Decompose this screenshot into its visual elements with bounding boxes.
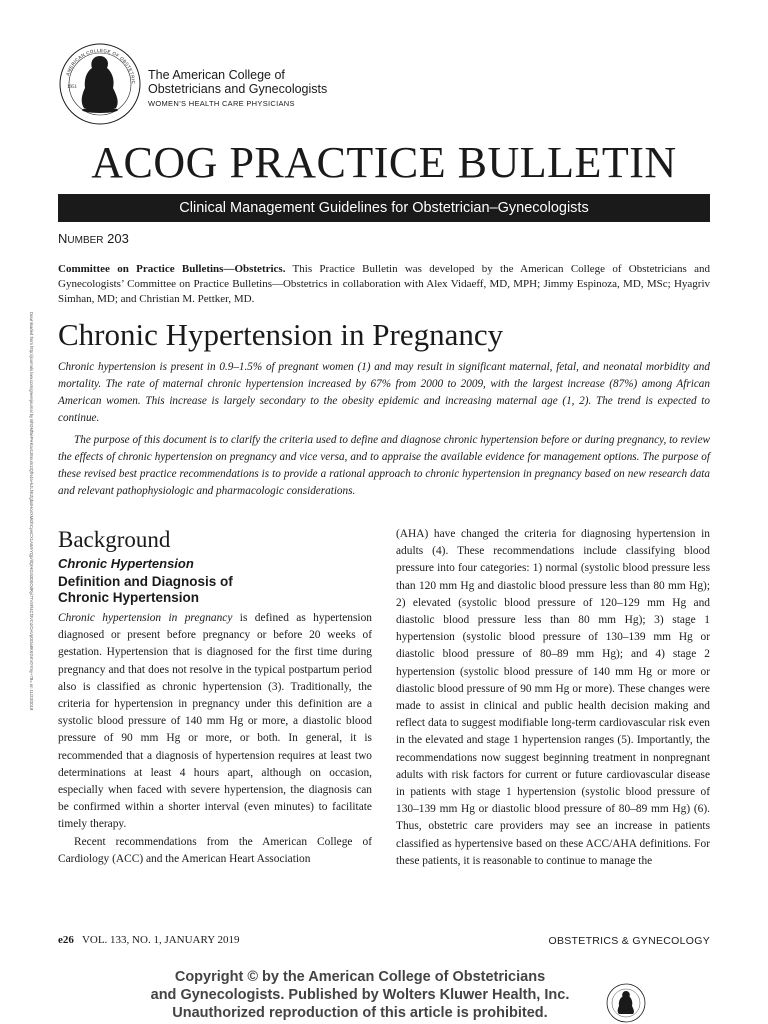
heading-definition-line2: Chronic Hypertension (58, 590, 200, 605)
org-tagline: WOMEN’S HEALTH CARE PHYSICIANS (148, 99, 295, 108)
definition-text: is defined as hypertension diagnosed or present before pregnancy or before 20 weeks of gestation. Hypertension that is diagnosed for the first time during pregnancy and that does not resolve in the typical postpartum period also is classified as chronic hypertension (3). Traditionally, the criteria for hypertension in pregnancy under this definition are a systolic blood pressure of 140 mm Hg or more, a diastolic blood pressure of 90 mm Hg or more, or both. In general, it is recommended that a diagnosis of hypertension requires at least two determinations at least 4 hours apart, although on occasion, especially when faced with severe hypertension, the diagnosis can be confirmed within a shorter interval (even minutes) to facilitate timely therapy. (58, 612, 372, 831)
heading-definition-line1: Definition and Diagnosis of (58, 574, 233, 589)
svg-text:AMERICAN COLLEGE OF OBSTETRICI: AMERICAN COLLEGE OF OBSTETRIC (65, 47, 137, 85)
body-paragraph-acc: Recent recommendations from the American College of Cardiology (ACC) and the American Heart Association (58, 835, 372, 865)
abstract-paragraph-2: The purpose of this document is to clarify the criteria used to define and diagnose chronic hypertension before or during pregnancy, to review the effects of chronic hypertension on pregnancy and vice versa, and to appraise the available evidence for management options. The purpose of these revised best practice recommendations is to provide a rational approach to chronic hypertension in pregnancy based on new research data and relevant pathophysiologic and pharmacologic considerations. (58, 434, 710, 497)
body-column-right (396, 526, 710, 870)
number-label-rest: UMBER (67, 235, 104, 246)
acog-seal-small-icon (606, 983, 646, 1023)
body-column-left (58, 526, 372, 868)
article-title: Chronic Hypertension in Pregnancy (58, 317, 504, 352)
copyright-line2: and Gynecologists. Published by Wolters Kluwer Health, Inc. (150, 987, 570, 1003)
footer-volume (58, 934, 240, 946)
committee-text: This Practice Bulletin was developed by the American College of Obstetricians and Gynecologists’ Committee on Practice Bulletins—Obstetrics in collaboration with Alex Vidaeff, MD, MPH; Jimmy Espinoza, MD, MSc; Hyagriv Simhan, MD; and Christian M. Pettker, MD. (58, 263, 710, 305)
copyright-notice (100, 968, 620, 1022)
download-side-note (24, 312, 34, 732)
body-paragraph (58, 610, 372, 834)
bulletin-title: ACOG PRACTICE BULLETIN (91, 138, 677, 187)
number-label-cap: N (58, 231, 68, 246)
org-name-line1: The American College of (148, 68, 285, 82)
bulletin-number (58, 231, 129, 246)
guidelines-bar: Clinical Management Guidelines for Obstetrician–Gynecologists (58, 194, 710, 222)
footer-journal: OBSTETRICS & GYNECOLOGY (548, 935, 710, 947)
heading-definition (58, 574, 372, 606)
committee-bold: Committee on Practice Bulletins—Obstetrics. (58, 263, 286, 275)
abstract-paragraph-1: Chronic hypertension is present in 0.9–1.5% of pregnant women (1) and may result in significant maternal, fetal, and neonatal morbidity and mortality. The rate of maternal chronic hypertension increased by 67% from 2000 to 2009, with the largest increase (87%) among African American women. This increase is largely secondary to the obesity epidemic and increasing maternal age (1, 2). The trend is expected to continue. (58, 361, 710, 424)
committee-statement (58, 262, 710, 307)
org-name (148, 68, 327, 111)
number-value: 203 (107, 231, 129, 246)
heading-background: Background (58, 527, 171, 552)
side-note-text: Downloaded from http://journals.lww.com/greenjournal by BhDMf5ePHKav1zEoum1tQfN4a+kJLhEZgbsIHo4XMi0hCywCX1AWnYQp/IlQrHD3i3D0OdRyi7TvSFl4Cf3VC4/OAVpDDa8KKGKV0Ymy+78= on 11/23/2018 (29, 312, 34, 711)
heading-chronic-hypertension: Chronic Hypertension (58, 556, 194, 571)
acog-seal-logo (58, 42, 142, 126)
definition-term: Chronic hypertension in pregnancy (58, 612, 233, 624)
seal-year: 1951 (67, 85, 77, 90)
page-number: e26 (58, 934, 74, 946)
org-name-line2: Obstetricians and Gynecologists (148, 82, 328, 96)
copyright-line1: Copyright © by the American College of Obstetricians (174, 969, 546, 985)
body-paragraph-aha: (AHA) have changed the criteria for diagnosing hypertension in adults (4). These recommendations include classifying blood pressure into four categories: 1) normal (systolic blood pressure less than 120 mm Hg and diastolic blood pressure less than 80 mm Hg); 2) elevated (systolic blood pressure of 120–129 mm Hg and diastolic blood pressure less than 80 mm Hg); 3) stage 1 hypertension (systolic blood pressure of 130–139 mm Hg or diastolic blood pressure of 80–89 mm Hg); and 4) stage 2 hypertension (systolic blood pressure of 140 mm Hg or more or diastolic blood pressure of 90 mm Hg or more). These changes were made to assist in clinical and public health decision making and reflect data to suggest modifiable long-term cardiovascular risk even in the elevated and stage 1 hypertension ranges (5). Importantly, the recommendations now suggest beginning treatment in nonpregnant adults with risk factors for current or future cardiovascular disease in patients with stage 1 hypertension (systolic blood pressure of 130–139 mm Hg or diastolic blood pressure of 80–89 mm Hg) (6). Thus, obstetric care providers may see an increase in patients classified as hypertensive based on these ACC/AHA definitions. For these patients, it is reasonable to continue to manage the (396, 528, 710, 867)
copyright-line3: Unauthorized reproduction of this article is prohibited. (172, 1005, 548, 1021)
volume-info: VOL. 133, NO. 1, JANUARY 2019 (81, 934, 240, 946)
